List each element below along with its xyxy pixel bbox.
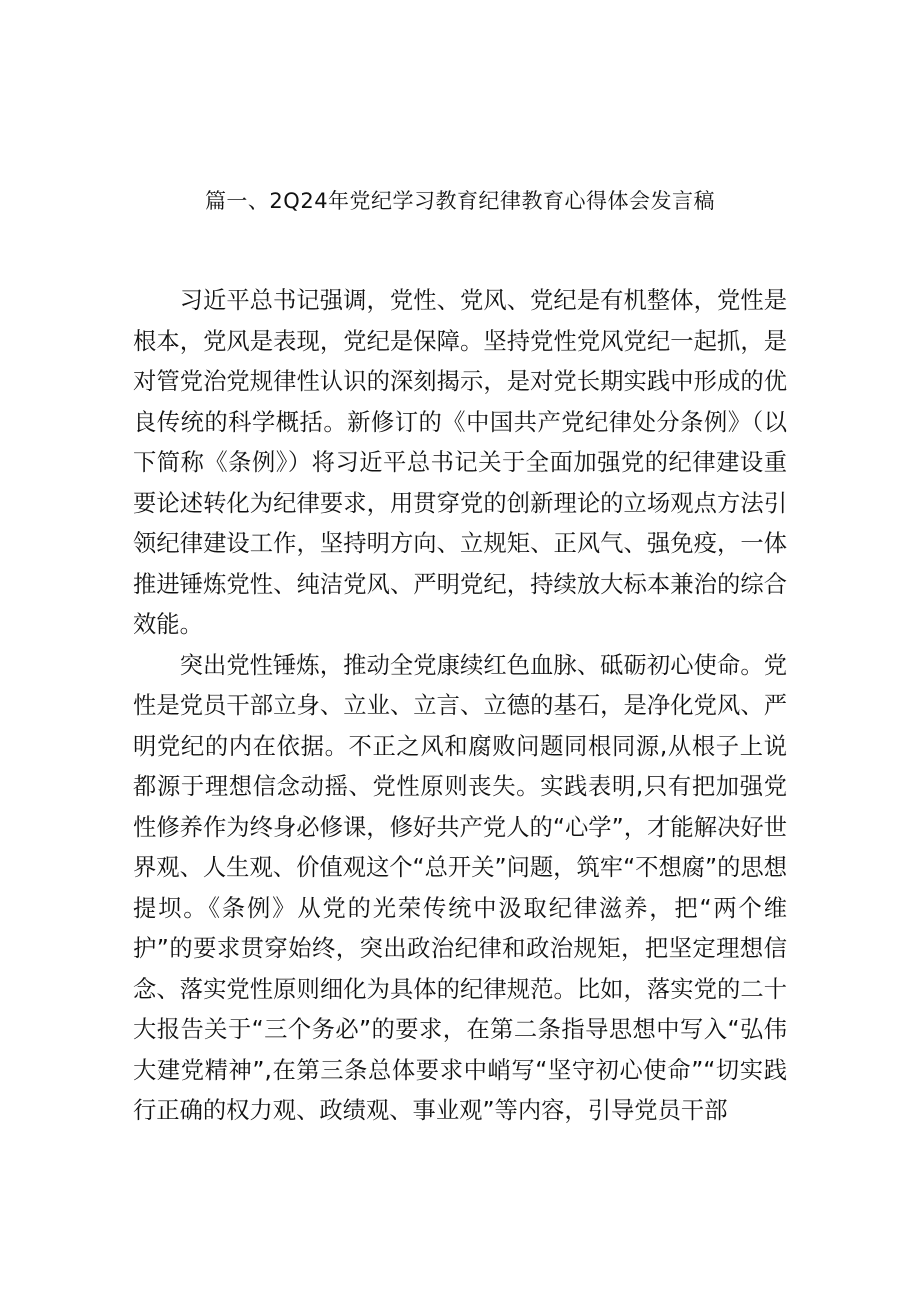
- document-title: 篇一、2Q24年党纪学习教育纪律教育心得体会发言稿: [204, 189, 716, 213]
- document-body: [133, 281, 787, 1132]
- paragraph: 突出党性锤炼，推动全党康续红色血脉、砥砺初心使命。党性是党员干部立身、立业、立言、立德的基石，是净化党风、严明党纪的内在依据。不正之风和腐败问题同根同源,从根子上说都源于理想信念动摇、党性原则丧失。实践表明,只有把加强党性修养作为终身必修课，修好共产党人的“心学”，才能解决好世界观、人生观、价值观这个“总开关”问题，筑牢“不想腐”的思想提坝。《条例》从党的光荣传统中汲取纪律滋养，把“两个维护”的要求贯穿始终，突出政治纪律和政治规矩，把坚定理想信念、落实党性原则细化为具体的纪律规范。比如，落实党的二十大报告关于“三个务必”的要求，在第二条指导思想中写入“弘伟大建党精神”,在第三条总体要求中峭写“坚守初心使命”“切实践行正确的权力观、政绩观、事业观”等内容，引导党员干部: [133, 651, 787, 1124]
- paragraph: 习近平总书记强调，党性、党风、党纪是有机整体，党性是根本，党风是表现，党纪是保障。坚持党性党风党纪一起抓，是对管党治党规律性认识的深刻揭示，是对党长期实践中形成的优良传统的科学概括。新修订的《中国共产党纪律处分条例》（以下简称《条例》）将习近平总书记关于全面加强党的纪律建设重要论述转化为纪律要求，用贯穿党的创新理论的立场观点方法引领纪律建设工作，坚持明方向、立规矩、正风气、强免疫，一体推进锤炼党性、纯洁党风、严明党纪，持续放大标本兼治的综合效能。: [133, 287, 787, 638]
